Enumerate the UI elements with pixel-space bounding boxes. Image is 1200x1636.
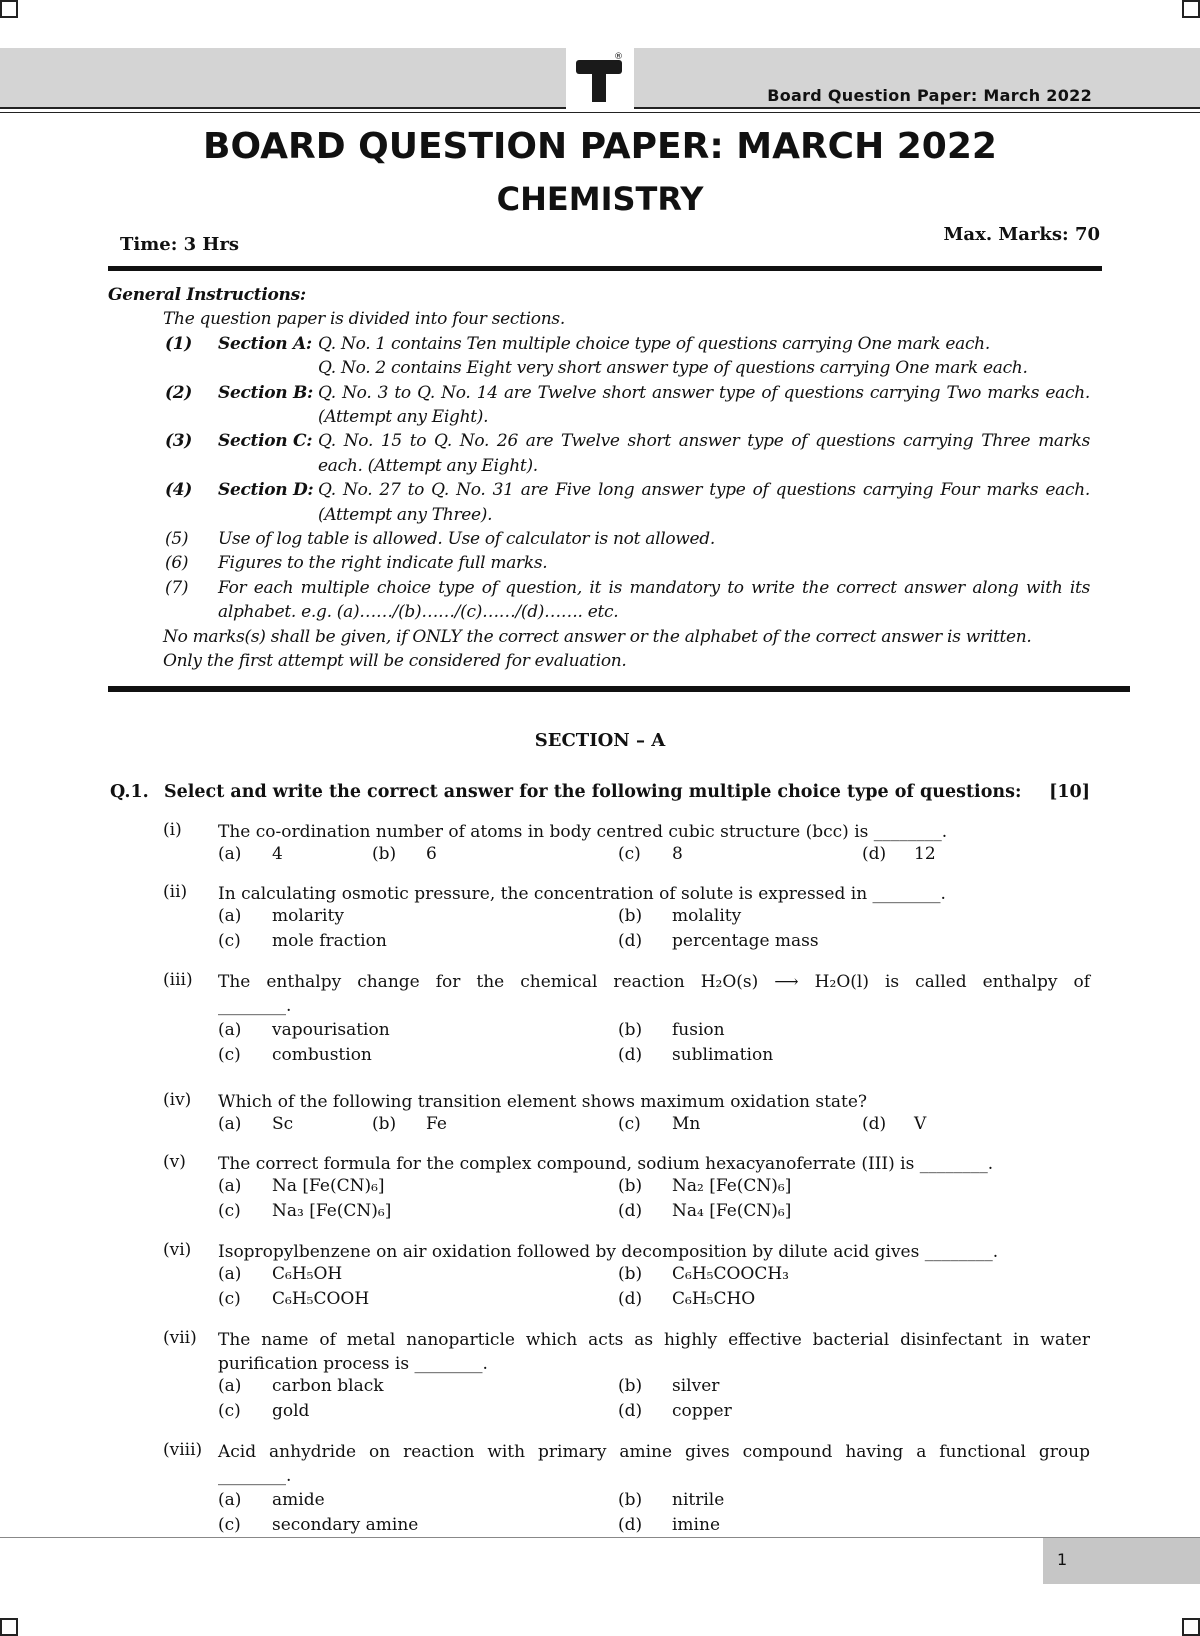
option-letter: (d): [618, 931, 643, 951]
instructions-rule: [108, 686, 1130, 692]
option-letter: (d): [862, 1114, 887, 1134]
option-text: fusion: [672, 1020, 725, 1040]
mcq-item: [110, 882, 1090, 982]
option-letter: (a): [218, 1376, 242, 1396]
option-text: Fe: [426, 1114, 447, 1134]
instruction-item: [108, 429, 1090, 478]
option-letter: (a): [218, 906, 242, 926]
instruction-number: (5): [165, 529, 189, 550]
mcq-stem: In calculating osmotic pressure, the concentration of solute is expressed in ________.: [218, 884, 946, 904]
instruction-number: (7): [165, 577, 189, 598]
instruction-label: Section D:: [218, 480, 314, 501]
instruction-number: (2): [165, 382, 193, 403]
crop-mark-bottom-left: [0, 1618, 18, 1636]
option-letter: (c): [618, 844, 641, 864]
option-text: Na₄ [Fe(CN)₆]: [672, 1201, 792, 1221]
option-letter: (a): [218, 1176, 242, 1196]
mcq-stem-continued: ________.: [218, 1466, 292, 1486]
crop-mark-top-left: [0, 0, 18, 18]
option-text: mole fraction: [272, 931, 387, 951]
mcq-stem: Which of the following transition element shows maximum oxidation state?: [218, 1092, 868, 1112]
option-text: Mn: [672, 1114, 701, 1134]
option-text: C₆H₅COOH: [272, 1289, 370, 1309]
option-letter: (b): [618, 1264, 643, 1284]
option-text: vapourisation: [272, 1020, 390, 1040]
option-letter: (b): [372, 1114, 397, 1134]
instruction-label: Section C:: [218, 431, 313, 452]
option-text: Na₂ [Fe(CN)₆]: [672, 1176, 792, 1196]
option-letter: (c): [218, 1045, 241, 1065]
option-text: nitrile: [672, 1490, 725, 1510]
instruction-text: Q. No. 2 contains Eight very short answer type of questions carrying One mark each.: [318, 358, 1028, 379]
option-text: Na₃ [Fe(CN)₆]: [272, 1201, 392, 1221]
instruction-note: No marks(s) shall be given, if ONLY the correct answer or the alphabet of the correct answer is written.: [163, 626, 1032, 647]
instruction-text: For each multiple choice type of question, it is mandatory to write the correct answer along with its alphabet. e.g. (a)……/(b)……/(c)……/(d)……. etc.: [218, 577, 1090, 623]
option-text: molality: [672, 906, 742, 926]
option-letter: (c): [218, 1401, 241, 1421]
mcq-number: (vi): [163, 1240, 192, 1260]
option-text: secondary amine: [272, 1515, 419, 1535]
mcq-item: [110, 1328, 1090, 1428]
option-text: 4: [272, 844, 283, 864]
general-instructions: [108, 283, 1090, 674]
logo-registered-mark: ®: [614, 52, 623, 62]
option-text: combustion: [272, 1045, 372, 1065]
question-text: Select and write the correct answer for the following multiple choice type of questions:: [164, 782, 1022, 802]
option-text: carbon black: [272, 1376, 384, 1396]
mcq-stem: Isopropylbenzene on air oxidation followed by decomposition by dilute acid gives ________.: [218, 1242, 999, 1262]
instruction-text: Figures to the right indicate full marks.: [218, 553, 548, 574]
crop-mark-top-right: [1182, 0, 1200, 18]
header-rule-bottom: [0, 112, 1200, 113]
time-allowed: Time: 3 Hrs: [120, 234, 240, 255]
mcq-stem-continued: purification process is ________.: [218, 1354, 488, 1374]
option-letter: (a): [218, 1020, 242, 1040]
option-letter: (a): [218, 1490, 242, 1510]
publisher-logo: [566, 48, 634, 110]
option-letter: (d): [618, 1401, 643, 1421]
instruction-text: Q. No. 15 to Q. No. 26 are Twelve short answer type of questions carrying Three marks each. (Attempt any Eight).: [318, 431, 1090, 476]
option-letter: (d): [862, 844, 887, 864]
instructions-title: General Instructions:: [108, 285, 306, 305]
option-text: C₆H₅CHO: [672, 1289, 756, 1309]
paper-title: BOARD QUESTION PAPER: MARCH 2022: [203, 126, 997, 167]
instruction-label: Section B:: [218, 382, 314, 403]
instruction-item: [108, 576, 1090, 625]
option-letter: (b): [618, 906, 643, 926]
option-text: molarity: [272, 906, 344, 926]
instruction-text: Q. No. 27 to Q. No. 31 are Five long answer type of questions carrying Four marks each. (Attempt any Three).: [318, 480, 1090, 525]
mcq-number: (v): [163, 1152, 186, 1172]
mcq-number: (viii): [163, 1440, 203, 1460]
mcq-item: [110, 1240, 1090, 1340]
mcq-item: [110, 1440, 1090, 1540]
mcq-number: (i): [163, 820, 182, 840]
option-letter: (d): [618, 1289, 643, 1309]
option-text: Sc: [272, 1114, 294, 1134]
option-letter: (c): [218, 931, 241, 951]
instruction-number: (6): [165, 553, 189, 574]
mcq-number: (iv): [163, 1090, 192, 1110]
title-rule: [108, 266, 1102, 271]
option-text: sublimation: [672, 1045, 774, 1065]
option-letter: (b): [618, 1490, 643, 1510]
instruction-text: Use of log table is allowed. Use of calculator is not allowed.: [218, 529, 715, 550]
footer-rule: [0, 1537, 1200, 1538]
question-marks: [10]: [1049, 782, 1090, 802]
option-letter: (d): [618, 1515, 643, 1535]
running-head: Board Question Paper: March 2022: [767, 86, 1092, 105]
mcq-stem: The enthalpy change for the chemical reaction H₂O(s) ⟶ H₂O(l) is called enthalpy of: [218, 972, 1090, 992]
option-letter: (a): [218, 844, 242, 864]
option-text: C₆H₅COOCH₃: [672, 1264, 789, 1284]
option-letter: (c): [218, 1515, 241, 1535]
option-text: copper: [672, 1401, 732, 1421]
crop-mark-bottom-right: [1182, 1618, 1200, 1636]
logo-stem: [592, 72, 606, 102]
option-text: gold: [272, 1401, 310, 1421]
option-text: 8: [672, 844, 683, 864]
mcq-number: (ii): [163, 882, 188, 902]
option-text: V: [914, 1114, 927, 1134]
instruction-item: [108, 527, 1090, 551]
instruction-number: (4): [165, 480, 193, 501]
instruction-item: [108, 332, 1090, 381]
option-letter: (d): [618, 1201, 643, 1221]
page-number: 1: [1057, 1550, 1068, 1569]
instruction-note: Only the first attempt will be considered for evaluation.: [163, 651, 627, 672]
mcq-stem: The co-ordination number of atoms in body centred cubic structure (bcc) is ________.: [218, 822, 948, 842]
subject-title: CHEMISTRY: [496, 180, 704, 218]
option-text: C₆H₅OH: [272, 1264, 343, 1284]
option-text: 6: [426, 844, 437, 864]
option-text: amide: [272, 1490, 325, 1510]
option-letter: (b): [372, 844, 397, 864]
max-marks: Max. Marks: 70: [943, 224, 1100, 245]
option-text: percentage mass: [672, 931, 819, 951]
instruction-number: (1): [165, 333, 193, 354]
mcq-stem: The name of metal nanoparticle which acts as highly effective bacterial disinfectant in water: [218, 1330, 1090, 1350]
option-text: 12: [914, 844, 936, 864]
instruction-item: [108, 551, 1090, 575]
option-letter: (c): [218, 1201, 241, 1221]
option-letter: (b): [618, 1376, 643, 1396]
instruction-item: [108, 478, 1090, 527]
page-number-box: [1043, 1538, 1200, 1584]
option-letter: (a): [218, 1114, 242, 1134]
option-text: imine: [672, 1515, 721, 1535]
mcq-number: (iii): [163, 970, 193, 990]
mcq-number: (vii): [163, 1328, 197, 1348]
option-letter: (a): [218, 1264, 242, 1284]
option-text: silver: [672, 1376, 720, 1396]
option-letter: (c): [618, 1114, 641, 1134]
instructions-intro: The question paper is divided into four sections.: [163, 309, 565, 330]
mcq-stem: Acid anhydride on reaction with primary amine gives compound having a functional group: [218, 1442, 1090, 1462]
option-letter: (b): [618, 1176, 643, 1196]
section-heading: SECTION – A: [534, 730, 666, 751]
mcq-item: [110, 970, 1090, 1070]
instruction-text: Q. No. 3 to Q. No. 14 are Twelve short answer type of questions carrying Two marks each. (Attempt any Eight).: [318, 382, 1090, 428]
instruction-number: (3): [165, 431, 193, 452]
instruction-item: [108, 381, 1090, 430]
option-letter: (d): [618, 1045, 643, 1065]
option-letter: (c): [218, 1289, 241, 1309]
mcq-item: [110, 1152, 1090, 1252]
option-text: Na [Fe(CN)₆]: [272, 1176, 385, 1196]
option-letter: (b): [618, 1020, 643, 1040]
mcq-stem: The correct formula for the complex compound, sodium hexacyanoferrate (III) is ________.: [218, 1154, 994, 1174]
mcq-stem-continued: ________.: [218, 996, 292, 1016]
instruction-label: Section A:: [218, 333, 312, 354]
instruction-text: Q. No. 1 contains Ten multiple choice type of questions carrying One mark each.: [318, 333, 990, 354]
question-number: Q.1.: [110, 782, 149, 802]
